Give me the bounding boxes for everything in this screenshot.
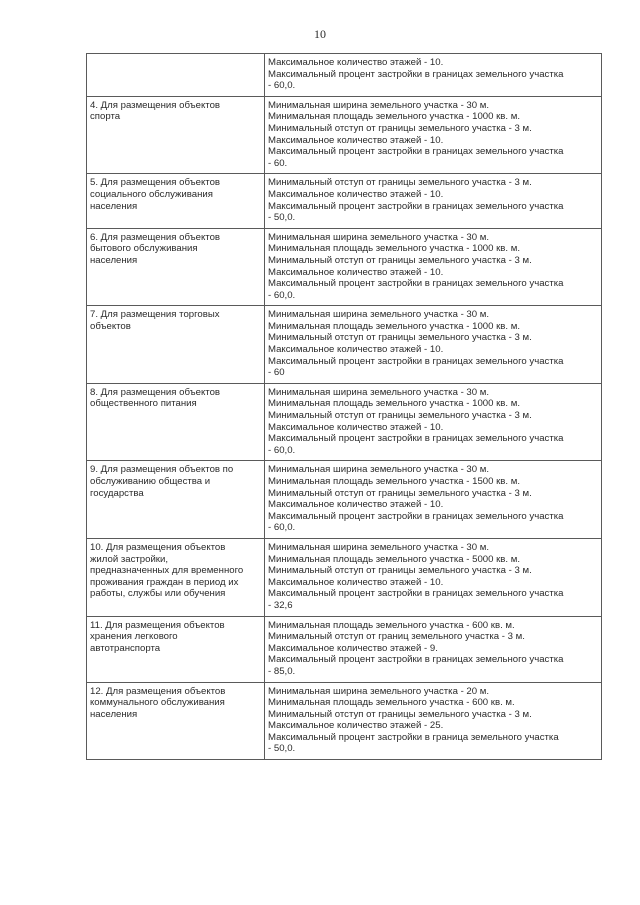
parameter-line: Максимальный процент застройки в границах земельного участка [268,278,564,290]
land-use-line: спорта [90,111,121,123]
parameter-line: - 60,0. [268,444,296,456]
land-use-line: жилой застройки, [90,553,169,565]
parameters-cell [265,54,602,97]
parameter-line: - 60,0. [268,522,296,534]
parameter-line: - 60 [268,367,285,379]
parameter-line: Максимальный процент застройки в граница земельного участка [268,731,559,743]
parameter-line: Минимальный отступ от границы земельного участка - 3 м. [268,410,532,422]
parameter-line: Минимальная ширина земельного участка - 30 м. [268,231,490,243]
land-use-line: объектов [90,320,131,332]
parameter-line: Максимальное количество этажей - 10. [268,344,444,356]
land-use-cell [87,383,265,461]
parameter-line: Максимальный процент застройки в границах земельного участка [268,200,564,212]
parameter-line: Минимальная ширина земельного участка - 20 м. [268,685,490,697]
parameter-line: - 50,0. [268,212,296,224]
parameter-line: Минимальная площадь земельного участка - 1000 кв. м. [268,320,520,332]
parameter-line: Максимальное количество этажей - 9. [268,642,438,654]
land-use-cell [87,461,265,539]
parameter-line: Минимальный отступ от границы земельного участка - 3 м. [268,122,532,134]
land-use-line: 5. Для размещения объектов [90,177,221,189]
land-use-line: 8. Для размещения объектов [90,386,221,398]
land-use-cell [87,54,265,97]
land-use-line: бытового обслуживания [90,243,198,255]
land-use-line: 10. Для размещения объектов [90,541,226,553]
land-use-cell [87,96,265,174]
land-use-cell [87,682,265,760]
table-body [87,54,602,760]
parameter-line: - 60,0. [268,289,296,301]
page-number: 10 [314,27,326,41]
table-row [87,383,602,461]
parameters-cell [265,682,602,760]
parameters-cell [265,96,602,174]
parameter-line: - 60,0. [268,80,296,92]
table-row [87,306,602,384]
parameter-line: Минимальная ширина земельного участка - 30 м. [268,386,490,398]
parameter-line: Минимальный отступ от границы земельного участка - 3 м. [268,487,532,499]
parameter-line: Минимальная площадь земельного участка - 1000 кв. м. [268,111,520,123]
parameter-line: Минимальный отступ от границы земельного участка - 3 м. [268,332,532,344]
parameter-line: - 60. [268,157,288,169]
land-use-line: 11. Для размещения объектов [90,619,225,631]
land-use-line: населения [90,254,138,266]
parameter-line: Максимальный процент застройки в границах земельного участка [268,433,564,445]
land-use-line: коммунального обслуживания [90,697,225,709]
land-use-line: работы, службы или обучения [90,588,226,600]
table-row [87,96,602,174]
parameter-line: Минимальная площадь земельного участка - 5000 кв. м. [268,553,520,565]
parameter-line: Минимальный отступ от границ земельного участка - 3 м. [268,631,525,643]
parameter-line: Минимальная площадь земельного участка - 600 кв. м. [268,697,515,709]
parameter-line: Максимальный процент застройки в границах земельного участка [268,654,564,666]
parameter-line: Минимальная ширина земельного участка - 30 м. [268,309,490,321]
parameter-line: Максимальное количество этажей - 10. [268,134,444,146]
parameter-line: Максимальное количество этажей - 10. [268,266,444,278]
parameter-line: Минимальная ширина земельного участка - 30 м. [268,464,490,476]
land-use-line: населения [90,708,138,720]
table-row [87,682,602,760]
parameters-cell [265,383,602,461]
parameter-line: Максимальный процент застройки в границах земельного участка [268,510,564,522]
parameter-line: - 85,0. [268,665,296,677]
parameter-line: Максимальный процент застройки в границах земельного участка [268,355,564,367]
parameter-line: Минимальный отступ от границы земельного участка - 3 м. [268,254,532,266]
land-use-cell [87,538,265,616]
land-use-cell [87,616,265,682]
parameter-line: Минимальная ширина земельного участка - 30 м. [268,99,490,111]
parameter-line: Минимальный отступ от границы земельного участка - 3 м. [268,177,532,189]
parameters-cell [265,228,602,306]
land-use-line: обслуживанию общества и [90,476,211,487]
parameter-line: Минимальная площадь земельного участка - 600 кв. м. [268,619,515,631]
land-use-line: 7. Для размещения торговых [90,309,220,321]
land-use-line: предназначенных для временного [90,565,244,577]
parameter-line: Минимальный отступ от границы земельного участка - 3 м. [268,565,532,577]
table-row [87,461,602,539]
parameter-line: - 32,6 [268,599,293,611]
parameter-line: Минимальная ширина земельного участка - 30 м. [268,541,490,553]
parameter-line: Минимальный отступ от границы земельного участка - 3 м. [268,708,532,720]
land-use-line: населения [90,200,138,212]
parameters-cell [265,538,602,616]
land-use-cell [87,306,265,384]
land-use-line: 6. Для размещения объектов [90,231,221,243]
zoning-parameters-table [86,53,602,760]
parameter-line: Максимальный процент застройки в границах земельного участка [268,68,564,80]
parameters-cell [265,174,602,228]
table-row [87,228,602,306]
parameters-cell [265,616,602,682]
parameter-line: Максимальный процент застройки в границах земельного участка [268,146,564,158]
land-use-line: автотранспорта [90,642,161,654]
table-row [87,616,602,682]
land-use-line: хранения легкового [90,631,178,643]
land-use-line: государства [90,487,144,499]
parameter-line: Максимальное количество этажей - 10. [268,499,444,511]
land-use-line: социального обслуживания [90,188,213,200]
parameters-cell [265,306,602,384]
parameter-line: Минимальная площадь земельного участка - 1000 кв. м. [268,398,520,410]
land-use-line: 12. Для размещения объектов [90,685,226,697]
land-use-line: проживания граждан в период их [90,576,239,588]
table-row [87,54,602,97]
parameter-line: Максимальное количество этажей - 25. [268,720,444,732]
table-row [87,174,602,228]
parameter-line: - 50,0. [268,743,296,755]
parameter-line: Максимальное количество этажей - 10. [268,57,444,68]
land-use-cell [87,228,265,306]
parameter-line: Минимальная площадь земельного участка - 1500 кв. м. [268,476,520,487]
parameter-line: Максимальное количество этажей - 10. [268,421,444,433]
table-row [87,538,602,616]
land-use-line: 9. Для размещения объектов по [90,464,234,476]
land-use-line: общественного питания [90,398,197,410]
parameter-line: Максимальный процент застройки в границах земельного участка [268,588,564,600]
parameter-line: Минимальная площадь земельного участка - 1000 кв. м. [268,243,520,255]
land-use-cell [87,174,265,228]
parameter-line: Максимальное количество этажей - 10. [268,576,444,588]
parameter-line: Максимальное количество этажей - 10. [268,188,444,200]
land-use-line: 4. Для размещения объектов [90,99,221,111]
parameters-cell [265,461,602,539]
